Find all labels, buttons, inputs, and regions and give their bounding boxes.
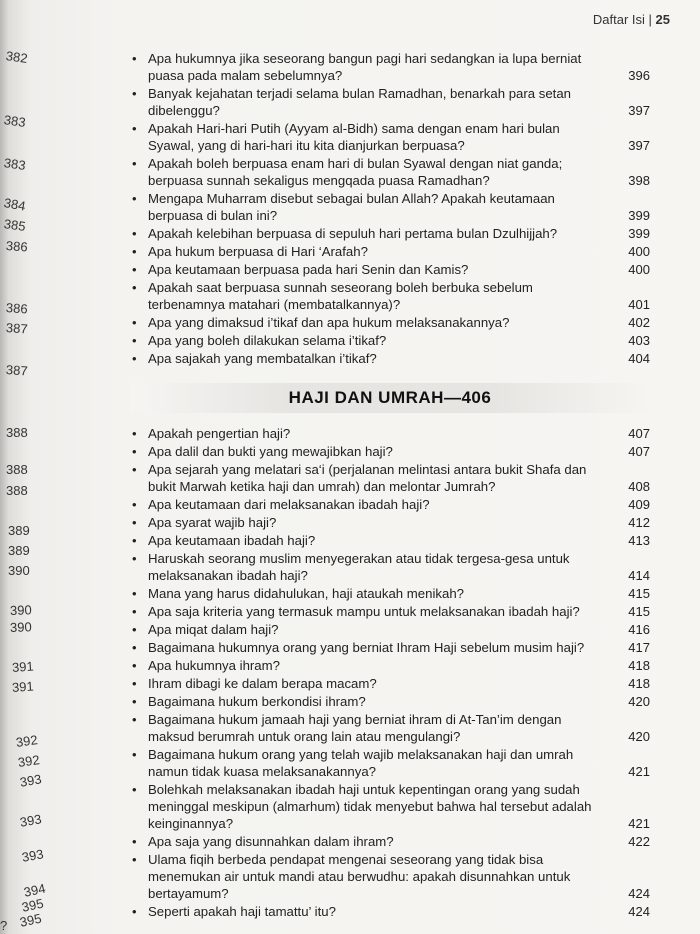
toc-entry-page: 404 bbox=[628, 351, 650, 366]
margin-page-number: 394 bbox=[22, 880, 47, 900]
toc-entry-text: Apa saja yang disunnahkan dalam ihram? bbox=[148, 834, 394, 849]
toc-entry bbox=[130, 120, 650, 154]
toc-entry-page: 421 bbox=[628, 764, 650, 779]
toc-entry-text: Bagaimana hukum orang yang telah wajib melaksanakan haji dan umrah namun tidak kuasa melaksanakannya? bbox=[148, 747, 574, 779]
toc-entry-text: Apa yang boleh dilakukan selama i’tikaf? bbox=[148, 333, 387, 348]
toc-entry bbox=[130, 496, 650, 513]
toc-entry bbox=[130, 693, 650, 710]
toc-entry-page: 422 bbox=[628, 834, 650, 849]
toc-entry-page: 424 bbox=[628, 886, 650, 901]
header-page-number: 25 bbox=[655, 12, 670, 27]
toc-entry-page: 415 bbox=[628, 586, 650, 601]
toc-entry bbox=[130, 657, 650, 674]
margin-page-number: 385 bbox=[2, 216, 27, 234]
toc-entry bbox=[130, 225, 650, 242]
toc-list-haji bbox=[130, 425, 650, 920]
page-header bbox=[593, 12, 670, 27]
toc-entry bbox=[130, 711, 650, 745]
bullet-icon: • bbox=[132, 604, 137, 619]
toc-entry bbox=[130, 833, 650, 850]
margin-page-number: ? bbox=[0, 918, 8, 933]
toc-entry bbox=[130, 425, 650, 442]
margin-page-number: 390 bbox=[8, 563, 30, 578]
toc-entry bbox=[130, 746, 650, 780]
bullet-icon: • bbox=[132, 658, 137, 673]
bullet-icon: • bbox=[132, 315, 137, 330]
bullet-icon: • bbox=[132, 226, 137, 241]
toc-entry-page: 413 bbox=[628, 533, 650, 548]
bullet-icon: • bbox=[132, 747, 137, 762]
toc-entry-text: Apa keutamaan ibadah haji? bbox=[148, 533, 316, 548]
header-separator: | bbox=[648, 12, 652, 27]
bullet-icon: • bbox=[132, 694, 137, 709]
toc-entry-page: 400 bbox=[628, 262, 650, 277]
toc-entry bbox=[130, 675, 650, 692]
margin-page-number: 388 bbox=[6, 483, 28, 498]
bullet-icon: • bbox=[132, 782, 137, 797]
margin-page-number: 395 bbox=[20, 895, 45, 915]
margin-page-number: 393 bbox=[18, 811, 43, 830]
toc-entry-page: 409 bbox=[628, 497, 650, 512]
margin-page-number: 390 bbox=[9, 602, 32, 618]
toc-entry-text: Apa miqat dalam haji? bbox=[148, 622, 279, 637]
toc-entry bbox=[130, 851, 650, 902]
toc-entry bbox=[130, 350, 650, 367]
bullet-icon: • bbox=[132, 444, 137, 459]
toc-entry bbox=[130, 603, 650, 620]
toc-entry-text: Ihram dibagi ke dalam berapa macam? bbox=[148, 676, 377, 691]
margin-page-number: 393 bbox=[20, 846, 45, 865]
bullet-icon: • bbox=[132, 640, 137, 655]
bullet-icon: • bbox=[132, 533, 137, 548]
toc-entry-text: Apa dalil dan bukti yang mewajibkan haji? bbox=[148, 444, 393, 459]
toc-entry bbox=[130, 781, 650, 832]
toc-entry-text: Mengapa Muharram disebut sebagai bulan Allah? Apakah keutamaan berpuasa di bulan ini? bbox=[148, 191, 555, 223]
bullet-icon: • bbox=[132, 551, 137, 566]
toc-entry-page: 401 bbox=[628, 297, 650, 312]
toc-entry-page: 402 bbox=[628, 315, 650, 330]
margin-page-number: 386 bbox=[5, 300, 29, 317]
toc-entry bbox=[130, 155, 650, 189]
toc-entry-page: 418 bbox=[628, 676, 650, 691]
toc-entry-page: 414 bbox=[628, 568, 650, 583]
margin-page-number: 388 bbox=[6, 425, 28, 440]
toc-entry-text: Apa yang dimaksud i’tikaf dan apa hukum melaksanakannya? bbox=[148, 315, 510, 330]
toc-entry-page: 424 bbox=[628, 904, 650, 919]
toc-entry-text: Apa hukumnya jika seseorang bangun pagi hari sedangkan ia lupa berniat puasa pada malam sebelumnya? bbox=[148, 51, 582, 83]
toc-entry-text: Apakah Hari-hari Putih (Ayyam al-Bidh) sama dengan enam hari bulan Syawal, yang di hari-hari itu kita dianjurkan berpuasa? bbox=[148, 121, 560, 153]
bullet-icon: • bbox=[132, 244, 137, 259]
margin-page-number: 387 bbox=[5, 362, 29, 379]
bullet-icon: • bbox=[132, 51, 137, 66]
toc-entry bbox=[130, 550, 650, 584]
toc-entry-text: Apakah kelebihan berpuasa di sepuluh hari pertama bulan Dzulhijjah? bbox=[148, 226, 558, 241]
toc-entry bbox=[130, 461, 650, 495]
toc-entry-page: 418 bbox=[628, 658, 650, 673]
bullet-icon: • bbox=[132, 262, 137, 277]
toc-entry-page: 400 bbox=[628, 244, 650, 259]
toc-entry-page: 421 bbox=[628, 816, 650, 831]
bullet-icon: • bbox=[132, 86, 137, 101]
bullet-icon: • bbox=[132, 834, 137, 849]
toc-entry-text: Apa sajakah yang membatalkan i’tikaf? bbox=[148, 351, 377, 366]
toc-entry-text: Apa syarat wajib haji? bbox=[148, 515, 277, 530]
toc-entry-page: 407 bbox=[628, 426, 650, 441]
toc-entry-page: 420 bbox=[628, 729, 650, 744]
toc-entry bbox=[130, 279, 650, 313]
toc-entry-text: Apakah saat berpuasa sunnah seseorang boleh berbuka sebelum terbenamnya matahari (membatalkannya)? bbox=[148, 280, 533, 312]
toc-entry bbox=[130, 85, 650, 119]
toc-entry bbox=[130, 243, 650, 260]
toc-entry-text: Bolehkah melaksanakan ibadah haji untuk kepentingan orang yang sudah meninggal meskipun (almarhum) tidak menyebut bahwa hal tersebut adalah keinginannya? bbox=[148, 782, 592, 831]
margin-page-number: 384 bbox=[2, 195, 27, 214]
toc-entry bbox=[130, 332, 650, 349]
header-label: Daftar Isi bbox=[592, 12, 645, 27]
toc-entry bbox=[130, 50, 650, 84]
margin-page-number: 382 bbox=[4, 48, 29, 66]
bullet-icon: • bbox=[132, 622, 137, 637]
toc-entry-page: 399 bbox=[628, 208, 650, 223]
margin-page-number: 387 bbox=[5, 320, 29, 337]
bullet-icon: • bbox=[132, 852, 137, 867]
margin-page-number: 391 bbox=[11, 658, 35, 675]
margin-page-number: 395 bbox=[18, 910, 43, 930]
bullet-icon: • bbox=[132, 712, 137, 727]
toc-entry-text: Apa sejarah yang melatari sa‘i (perjalanan melintasi antara bukit Shafa dan bukit Marwah ketika haji dan umrah) dan melontar Jumrah? bbox=[148, 462, 587, 494]
toc-entry-text: Bagaimana hukum berkondisi ihram? bbox=[148, 694, 366, 709]
toc-entry-text: Apa hukum berpuasa di Hari ‘Arafah? bbox=[148, 244, 368, 259]
toc-entry-page: 420 bbox=[628, 694, 650, 709]
toc-entry bbox=[130, 190, 650, 224]
toc-entry-text: Seperti apakah haji tamattu’ itu? bbox=[148, 904, 336, 919]
margin-page-number: 383 bbox=[2, 155, 27, 173]
toc-entry bbox=[130, 639, 650, 656]
toc-entry-page: 417 bbox=[628, 640, 650, 655]
bullet-icon: • bbox=[132, 333, 137, 348]
toc-entry bbox=[130, 903, 650, 920]
bullet-icon: • bbox=[132, 156, 137, 171]
toc-entry-page: 396 bbox=[628, 68, 650, 83]
bullet-icon: • bbox=[132, 586, 137, 601]
toc-entry-text: Haruskah seorang muslim menyegerakan atau tidak tergesa-gesa untuk melaksanakan ibadah haji? bbox=[148, 551, 570, 583]
toc-entry bbox=[130, 314, 650, 331]
bullet-icon: • bbox=[132, 191, 137, 206]
toc-entry-text: Apa keutamaan dari melaksanakan ibadah haji? bbox=[148, 497, 430, 512]
toc-entry bbox=[130, 585, 650, 602]
bullet-icon: • bbox=[132, 280, 137, 295]
toc-entry-text: Apa keutamaan berpuasa pada hari Senin dan Kamis? bbox=[148, 262, 469, 277]
bullet-icon: • bbox=[132, 351, 137, 366]
bullet-icon: • bbox=[132, 121, 137, 136]
toc-entry-text: Ulama fiqih berbeda pendapat mengenai seseorang yang tidak bisa menemukan air untuk mandi atau berwudhu: apakah disunnahkan untuk bertayamum? bbox=[148, 852, 571, 901]
section-heading: HAJI DAN UMRAH—406 bbox=[130, 383, 650, 413]
toc-entry bbox=[130, 514, 650, 531]
margin-page-number: 392 bbox=[14, 732, 39, 750]
margin-page-number: 390 bbox=[9, 619, 32, 635]
toc-entry-text: Apakah boleh berpuasa enam hari di bulan Syawal dengan niat ganda; berpuasa sunnah sekaligus mengqada puasa Ramadhan? bbox=[148, 156, 563, 188]
margin-page-number: 391 bbox=[11, 678, 35, 695]
toc-entry bbox=[130, 443, 650, 460]
margin-page-number: 393 bbox=[18, 771, 43, 790]
toc-list-puasa bbox=[130, 50, 650, 367]
toc-entry-page: 403 bbox=[628, 333, 650, 348]
margin-page-number: 389 bbox=[8, 543, 30, 558]
toc-entry-page: 399 bbox=[628, 226, 650, 241]
toc-entry-page: 412 bbox=[628, 515, 650, 530]
margin-page-number: 389 bbox=[8, 523, 30, 538]
toc-entry-page: 415 bbox=[628, 604, 650, 619]
bullet-icon: • bbox=[132, 515, 137, 530]
margin-page-number: 383 bbox=[2, 112, 27, 130]
bullet-icon: • bbox=[132, 426, 137, 441]
toc-entry-page: 407 bbox=[628, 444, 650, 459]
toc-entry-text: Bagaimana hukum jamaah haji yang berniat ihram di At-Tan’im dengan maksud berumrah untuk orang lain atau mengulangi? bbox=[148, 712, 562, 744]
toc-entry bbox=[130, 532, 650, 549]
previous-page-margin-numbers bbox=[0, 0, 60, 934]
toc-entry bbox=[130, 261, 650, 278]
toc-entry-text: Mana yang harus didahulukan, haji ataukah menikah? bbox=[148, 586, 464, 601]
margin-page-number: 388 bbox=[6, 462, 28, 477]
toc-entry-text: Banyak kejahatan terjadi selama bulan Ramadhan, benarkah para setan dibelenggu? bbox=[148, 86, 572, 118]
toc-entry-page: 416 bbox=[628, 622, 650, 637]
bullet-icon: • bbox=[132, 904, 137, 919]
margin-page-number: 392 bbox=[16, 752, 41, 770]
toc-entry-page: 397 bbox=[628, 138, 650, 153]
toc-entry-text: Apa saja kriteria yang termasuk mampu untuk melaksanakan ibadah haji? bbox=[148, 604, 580, 619]
toc-entry-page: 398 bbox=[628, 173, 650, 188]
bullet-icon: • bbox=[132, 497, 137, 512]
toc-entry-text: Bagaimana hukumnya orang yang berniat Ihram Haji sebelum musim haji? bbox=[148, 640, 585, 655]
toc-entry-text: Apa hukumnya ihram? bbox=[148, 658, 280, 673]
table-of-contents bbox=[130, 50, 650, 921]
margin-page-number: 386 bbox=[5, 238, 29, 255]
toc-entry-page: 397 bbox=[628, 103, 650, 118]
toc-entry bbox=[130, 621, 650, 638]
toc-entry-text: Apakah pengertian haji? bbox=[148, 426, 291, 441]
bullet-icon: • bbox=[132, 676, 137, 691]
bullet-icon: • bbox=[132, 462, 137, 477]
toc-entry-page: 408 bbox=[628, 479, 650, 494]
